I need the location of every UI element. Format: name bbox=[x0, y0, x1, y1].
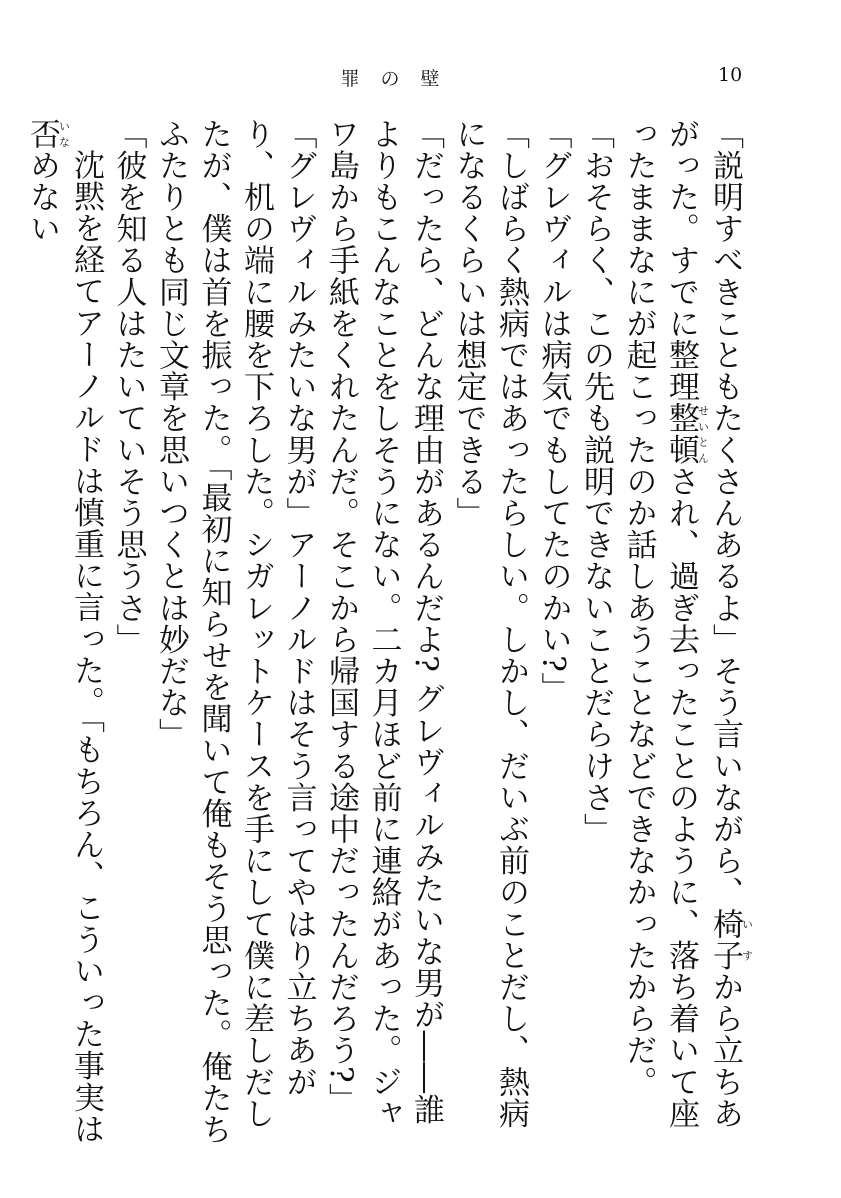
ruby-reading: いな bbox=[57, 118, 71, 150]
running-head-char: 罪 bbox=[340, 68, 360, 90]
text-run: 「説明すべきこともたくさんあるよ」そう言いながら、 bbox=[707, 118, 743, 908]
ruby-reading: せいとん bbox=[696, 402, 710, 466]
paragraph bbox=[617, 118, 753, 1148]
paragraph: 「グレヴィルは病気でもしてたのかい?」 bbox=[535, 118, 572, 705]
vertical-body-text bbox=[21, 118, 754, 1148]
running-head-char: の bbox=[380, 68, 400, 90]
paragraph: 「おそらく、この先も説明できないことだらけさ」 bbox=[578, 118, 614, 845]
paragraph: 「だったら、どんな理由があるんだよ? グレヴィルみたいな男が――誰よりもこんなことをしそうにない。二カ月ほど前に連絡があった。ジャワ島から手紙をくれたんだ。そこから帰国する途中だったんだろう?」 bbox=[323, 118, 444, 1130]
paragraph: 「グレヴィルみたいな男が」アーノルドはそう言ってやはり立ちあがり、机の端に腰を下ろした。シガレットケースを手にして僕に差しだしたが、僕は首を振った。「最初に知らせを聞いて俺もそう思った。俺たちふたりとも同じ文章を思いつくとは妙だな」 bbox=[153, 118, 317, 1146]
ruby-base: 否 bbox=[24, 118, 60, 150]
ruby-base: 椅子 bbox=[707, 908, 743, 972]
text-run: 沈黙を経てアーノルドは慎重に言った。「もちろん、こういった事実は bbox=[68, 149, 104, 1145]
paragraph: 「しばらく熱病ではあったらしい。しかし、だいぶ前のことだし、熱病になるくらいは想定できる」 bbox=[450, 118, 529, 1130]
ruby-annotation bbox=[663, 402, 710, 466]
text-run: めない bbox=[24, 149, 60, 245]
text-run: され、過ぎ去ったことのように、落ち着いて座ったままなにが起こったのか話しあうことなどできなかったからだ。 bbox=[620, 118, 699, 1130]
text-run: から立ちあがった。すでに整理 bbox=[663, 118, 743, 1130]
ruby-base: 整頓 bbox=[663, 402, 699, 466]
running-head bbox=[330, 64, 450, 91]
running-head-char: 壁 bbox=[420, 68, 440, 90]
ruby-annotation bbox=[707, 908, 754, 972]
paragraph bbox=[21, 118, 108, 1148]
paragraph: 「彼を知る人はたいていそう思うさ」 bbox=[110, 118, 147, 656]
ruby-annotation bbox=[24, 118, 71, 150]
page-number: 10 bbox=[718, 64, 743, 86]
ruby-reading: いす bbox=[740, 908, 754, 972]
